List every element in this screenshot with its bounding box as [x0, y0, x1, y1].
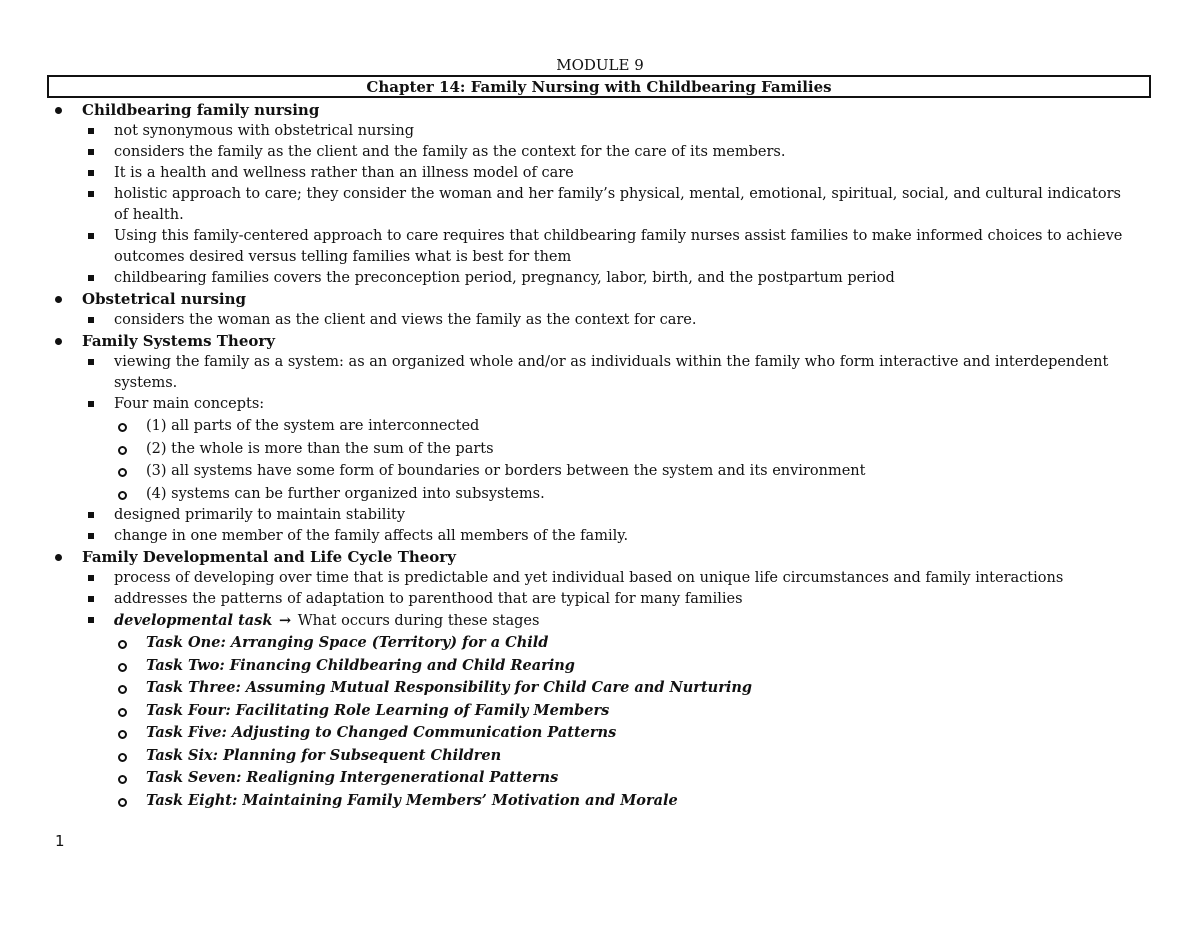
- sub-bullet-text: (4) systems can be further organized into subsystems.: [146, 485, 545, 502]
- heading-item: [0, 289, 1200, 310]
- task-item: [0, 632, 1200, 655]
- bullet-text: considers the woman as the client and views the family as the context for care.: [114, 312, 697, 328]
- notes-content: [0, 100, 1200, 812]
- square-bullet-icon: [88, 170, 94, 176]
- bullet-item: [0, 142, 1200, 163]
- circle-bullet-icon: [118, 708, 127, 717]
- task-item: [0, 722, 1200, 745]
- square-bullet-icon: [88, 128, 94, 134]
- circle-bullet-icon: [118, 685, 127, 694]
- task-text: Task Five: Adjusting to Changed Communication Patterns: [146, 724, 617, 741]
- task-item: [0, 655, 1200, 678]
- task-item: [0, 790, 1200, 813]
- square-bullet-icon: [88, 533, 94, 539]
- sub-bullet-text: (1) all parts of the system are interconnected: [146, 418, 480, 434]
- section-childbearing-family-nursing: [0, 100, 1200, 289]
- circle-bullet-icon: [118, 423, 127, 432]
- section-heading: Obstetrical nursing: [82, 290, 247, 308]
- task-text: Task Three: Assuming Mutual Responsibility for Child Care and Nurturing: [146, 679, 753, 696]
- bullet-text: Four main concepts:: [114, 396, 265, 412]
- task-item: [0, 700, 1200, 723]
- bullet-text: It is a health and wellness rather than an illness model of care: [114, 165, 574, 181]
- circle-bullet-icon: [118, 730, 127, 739]
- section-family-developmental-theory: [0, 547, 1200, 812]
- round-bullet-icon: [55, 338, 62, 345]
- square-bullet-icon: [88, 575, 94, 581]
- circle-bullet-icon: [118, 491, 127, 500]
- square-bullet-icon: [88, 617, 94, 623]
- circle-bullet-icon: [118, 775, 127, 784]
- round-bullet-icon: [55, 554, 62, 561]
- bullet-item: [0, 121, 1200, 142]
- section-heading: Family Systems Theory: [82, 332, 275, 350]
- bullet-item: [0, 163, 1200, 184]
- sub-bullet-item: [0, 415, 1200, 438]
- circle-bullet-icon: [118, 663, 127, 672]
- bullet-text: not synonymous with obstetrical nursing: [114, 123, 415, 139]
- square-bullet-icon: [88, 401, 94, 407]
- module-title: MODULE 9: [556, 56, 644, 74]
- sub-bullet-text: (3) all systems have some form of boundaries or borders between the system and its environment: [146, 463, 866, 479]
- bullet-text: considers the family as the client and the family as the context for the care of its members.: [114, 144, 786, 160]
- bullet-item: [0, 610, 1200, 632]
- section-heading: Family Developmental and Life Cycle Theory: [82, 548, 456, 566]
- round-bullet-icon: [55, 296, 62, 303]
- task-text: Task One: Arranging Space (Territory) for a Child: [146, 634, 549, 651]
- bullet-text: holistic approach to care; they consider the woman and her family’s physical, mental, emotional, spiritual, social, and cultural indicators of health.: [114, 186, 1121, 223]
- task-item: [0, 767, 1200, 790]
- section-family-systems-theory: [0, 331, 1200, 547]
- bullet-text: change in one member of the family affects all members of the family.: [114, 528, 629, 544]
- developmental-task-term: developmental task: [114, 612, 273, 629]
- square-bullet-icon: [88, 596, 94, 602]
- task-text: Task Six: Planning for Subsequent Children: [146, 746, 502, 764]
- bullet-item: [0, 526, 1200, 547]
- sub-bullet-item: [0, 460, 1200, 483]
- sub-bullet-item: [0, 483, 1200, 506]
- square-bullet-icon: [88, 512, 94, 518]
- bullet-item: [0, 394, 1200, 415]
- bullet-item: [0, 226, 1200, 268]
- page-number: 1: [55, 832, 65, 850]
- circle-bullet-icon: [118, 640, 127, 649]
- bullet-text: What occurs during these stages: [297, 613, 540, 629]
- bullet-text: addresses the patterns of adaptation to parenthood that are typical for many families: [114, 591, 743, 607]
- bullet-item: [0, 352, 1200, 394]
- task-text: Task Eight: Maintaining Family Members’ Motivation and Morale: [146, 791, 678, 809]
- bullet-item: [0, 184, 1200, 226]
- task-item: [0, 745, 1200, 768]
- bullet-text: Using this family-centered approach to care requires that childbearing family nurses assist families to make informed choices to achieve outcomes desired versus telling families what is best for them: [114, 228, 1123, 265]
- heading-item: [0, 331, 1200, 352]
- right-arrow-icon: →: [279, 612, 292, 629]
- circle-bullet-icon: [118, 446, 127, 455]
- square-bullet-icon: [88, 149, 94, 155]
- bullet-text: childbearing families covers the preconception period, pregnancy, labor, birth, and the postpartum period: [114, 270, 895, 286]
- circle-bullet-icon: [118, 753, 127, 762]
- sub-bullet-item: [0, 438, 1200, 461]
- bullet-text: designed primarily to maintain stability: [114, 507, 406, 523]
- round-bullet-icon: [55, 107, 62, 114]
- task-text: Task Two: Financing Childbearing and Child Rearing: [146, 656, 575, 674]
- circle-bullet-icon: [118, 798, 127, 807]
- bullet-item: [0, 310, 1200, 331]
- square-bullet-icon: [88, 359, 94, 365]
- square-bullet-icon: [88, 233, 94, 239]
- task-text: Task Four: Facilitating Role Learning of Family Members: [146, 701, 610, 719]
- task-item: [0, 677, 1200, 700]
- square-bullet-icon: [88, 191, 94, 197]
- circle-bullet-icon: [118, 468, 127, 477]
- bullet-text: process of developing over time that is predictable and yet individual based on unique life circumstances and family interactions: [114, 570, 1064, 586]
- square-bullet-icon: [88, 317, 94, 323]
- section-heading: Childbearing family nursing: [82, 101, 320, 119]
- chapter-title: Chapter 14: Family Nursing with Childbearing Families: [47, 75, 1151, 98]
- heading-item: [0, 547, 1200, 568]
- heading-item: [0, 100, 1200, 121]
- bullet-item: [0, 268, 1200, 289]
- bullet-item: [0, 589, 1200, 610]
- square-bullet-icon: [88, 275, 94, 281]
- section-obstetrical-nursing: [0, 289, 1200, 331]
- bullet-item: [0, 568, 1200, 589]
- sub-bullet-text: (2) the whole is more than the sum of the parts: [146, 440, 494, 457]
- bullet-text: viewing the family as a system: as an organized whole and/or as individuals within the family who form interactive and interdependent systems.: [114, 354, 1109, 391]
- task-text: Task Seven: Realigning Intergenerational Patterns: [146, 769, 559, 786]
- bullet-item: [0, 505, 1200, 526]
